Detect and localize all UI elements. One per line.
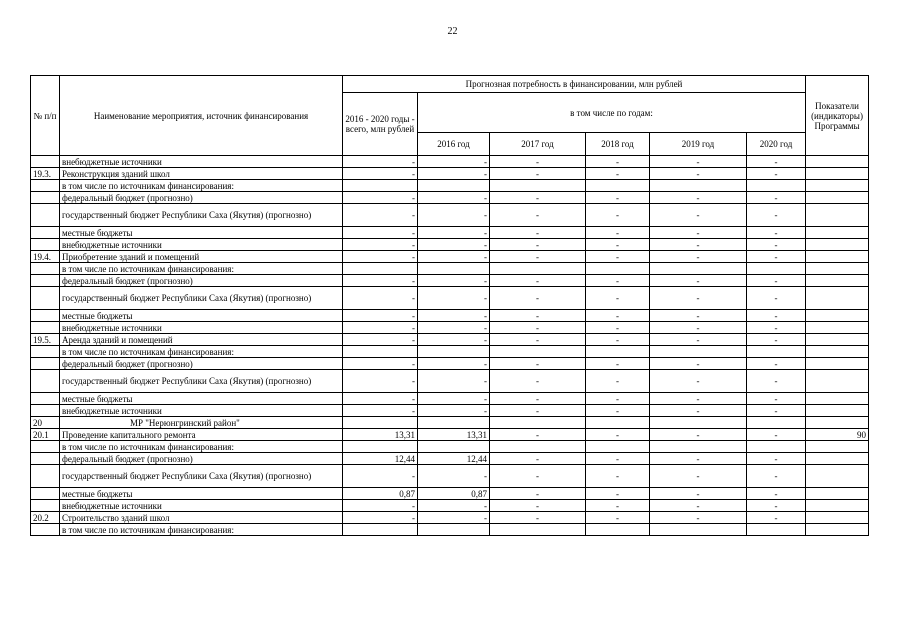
year-value: - — [418, 251, 490, 263]
year-value: 12,44 — [418, 453, 490, 465]
row-name: Приобретение зданий и помещений — [60, 251, 343, 263]
indicator-value — [806, 168, 869, 180]
year-value: - — [418, 275, 490, 287]
table-row — [31, 180, 869, 192]
year-value — [586, 263, 650, 275]
year-value: - — [650, 227, 747, 239]
year-value: - — [490, 405, 586, 417]
header-by-years: в том числе по годам: — [418, 93, 806, 133]
row-name: местные бюджеты — [60, 227, 343, 239]
indicator-value — [806, 405, 869, 417]
header-indicators: Показатели (индикаторы) Программы — [806, 76, 869, 156]
total-value: - — [343, 192, 418, 204]
total-value: - — [343, 168, 418, 180]
year-value: - — [747, 239, 806, 251]
row-number — [31, 524, 60, 536]
row-number: 20.2 — [31, 512, 60, 524]
year-value: - — [586, 204, 650, 227]
total-value: - — [343, 358, 418, 370]
row-name: в том числе по источникам финансирования: — [60, 524, 343, 536]
total-value: 0,87 — [343, 488, 418, 500]
total-value: - — [343, 287, 418, 310]
year-value — [747, 441, 806, 453]
year-value: - — [418, 405, 490, 417]
row-number — [31, 310, 60, 322]
year-value: - — [650, 168, 747, 180]
year-value: - — [586, 429, 650, 441]
year-value — [650, 180, 747, 192]
year-value: - — [586, 465, 650, 488]
total-value — [343, 417, 418, 429]
year-value — [747, 524, 806, 536]
year-value: - — [490, 227, 586, 239]
row-name: Аренда зданий и помещений — [60, 334, 343, 346]
table-row — [31, 417, 869, 429]
indicator-value — [806, 180, 869, 192]
row-number — [31, 500, 60, 512]
year-value: - — [418, 227, 490, 239]
row-name: в том числе по источникам финансирования: — [60, 180, 343, 192]
year-value — [586, 346, 650, 358]
year-value: - — [747, 204, 806, 227]
table-row — [31, 251, 869, 263]
table-row — [31, 488, 869, 500]
header-year: 2016 год — [418, 133, 490, 156]
year-value: - — [747, 322, 806, 334]
table-row — [31, 512, 869, 524]
total-value — [343, 346, 418, 358]
year-value — [490, 524, 586, 536]
total-value: - — [343, 405, 418, 417]
year-value: - — [747, 156, 806, 168]
row-number — [31, 239, 60, 251]
row-number: 20.1 — [31, 429, 60, 441]
row-name: государственный бюджет Республики Саха (Якутия) (прогнозно) — [60, 287, 343, 310]
row-number — [31, 227, 60, 239]
table-row — [31, 346, 869, 358]
year-value: - — [490, 370, 586, 393]
row-name: в том числе по источникам финансирования: — [60, 346, 343, 358]
total-value — [343, 263, 418, 275]
row-name: федеральный бюджет (прогнозно) — [60, 358, 343, 370]
indicator-value — [806, 441, 869, 453]
table-row — [31, 287, 869, 310]
table-row — [31, 358, 869, 370]
indicator-value — [806, 358, 869, 370]
year-value: - — [586, 405, 650, 417]
year-value: - — [650, 465, 747, 488]
indicator-value — [806, 204, 869, 227]
table-row — [31, 370, 869, 393]
row-number — [31, 405, 60, 417]
year-value — [418, 441, 490, 453]
year-value: - — [586, 512, 650, 524]
row-number — [31, 156, 60, 168]
year-value: - — [650, 429, 747, 441]
row-name: внебюджетные источники — [60, 500, 343, 512]
row-name: внебюджетные источники — [60, 405, 343, 417]
year-value: - — [490, 358, 586, 370]
year-value: - — [586, 322, 650, 334]
row-name: местные бюджеты — [60, 393, 343, 405]
table-row — [31, 500, 869, 512]
row-number — [31, 180, 60, 192]
table-row — [31, 168, 869, 180]
header-total-period: 2016 - 2020 годы - всего, млн рублей — [343, 93, 418, 156]
year-value: - — [418, 287, 490, 310]
table-body — [31, 156, 869, 536]
year-value: - — [586, 275, 650, 287]
year-value: - — [490, 168, 586, 180]
year-value: - — [650, 275, 747, 287]
row-name: Проведение капитального ремонта — [60, 429, 343, 441]
year-value: - — [650, 156, 747, 168]
year-value: - — [650, 453, 747, 465]
year-value: - — [650, 488, 747, 500]
year-value: - — [490, 275, 586, 287]
year-value: - — [490, 322, 586, 334]
table-row — [31, 393, 869, 405]
row-number — [31, 275, 60, 287]
year-value: - — [418, 192, 490, 204]
table-row — [31, 227, 869, 239]
table-row — [31, 524, 869, 536]
indicator-value — [806, 465, 869, 488]
year-value: - — [650, 192, 747, 204]
indicator-value — [806, 239, 869, 251]
indicator-value — [806, 346, 869, 358]
year-value: - — [747, 192, 806, 204]
total-value: 12,44 — [343, 453, 418, 465]
total-value: - — [343, 334, 418, 346]
year-value — [418, 524, 490, 536]
indicator-value — [806, 334, 869, 346]
row-number — [31, 322, 60, 334]
year-value — [586, 180, 650, 192]
year-value: - — [490, 192, 586, 204]
year-value — [586, 441, 650, 453]
row-number — [31, 204, 60, 227]
year-value: - — [490, 204, 586, 227]
year-value: - — [490, 156, 586, 168]
year-value: - — [490, 334, 586, 346]
year-value: - — [747, 465, 806, 488]
row-name: внебюджетные источники — [60, 156, 343, 168]
year-value: - — [586, 239, 650, 251]
row-name: федеральный бюджет (прогнозно) — [60, 275, 343, 287]
indicator-value — [806, 524, 869, 536]
table-row — [31, 429, 869, 441]
year-value: - — [650, 500, 747, 512]
year-value: 13,31 — [418, 429, 490, 441]
year-value: - — [650, 405, 747, 417]
year-value: - — [418, 322, 490, 334]
year-value: - — [650, 310, 747, 322]
indicator-value — [806, 192, 869, 204]
year-value: - — [747, 488, 806, 500]
year-value: - — [490, 251, 586, 263]
header-year: 2020 год — [747, 133, 806, 156]
year-value: - — [747, 429, 806, 441]
year-value: - — [650, 239, 747, 251]
year-value: - — [490, 512, 586, 524]
year-value: - — [747, 453, 806, 465]
year-value — [418, 180, 490, 192]
row-name: местные бюджеты — [60, 310, 343, 322]
year-value: - — [490, 488, 586, 500]
year-value: - — [586, 251, 650, 263]
total-value: - — [343, 239, 418, 251]
year-value: - — [747, 500, 806, 512]
row-name: внебюджетные источники — [60, 239, 343, 251]
year-value: - — [650, 334, 747, 346]
year-value: - — [586, 192, 650, 204]
row-name: федеральный бюджет (прогнозно) — [60, 453, 343, 465]
year-value: - — [650, 393, 747, 405]
indicator-value — [806, 453, 869, 465]
row-name: внебюджетные источники — [60, 322, 343, 334]
indicator-value — [806, 263, 869, 275]
year-value: - — [747, 358, 806, 370]
year-value: - — [586, 287, 650, 310]
total-value: - — [343, 227, 418, 239]
table-row — [31, 322, 869, 334]
year-value — [490, 441, 586, 453]
year-value: - — [747, 393, 806, 405]
year-value: - — [418, 370, 490, 393]
row-number: 19.5. — [31, 334, 60, 346]
year-value: - — [586, 358, 650, 370]
indicator-value — [806, 227, 869, 239]
table-row — [31, 465, 869, 488]
header-financing-group: Прогнозная потребность в финансировании, млн рублей — [343, 76, 806, 93]
year-value — [490, 180, 586, 192]
financing-table — [30, 75, 869, 536]
year-value: - — [747, 168, 806, 180]
year-value: - — [650, 370, 747, 393]
year-value — [650, 263, 747, 275]
year-value: - — [747, 370, 806, 393]
row-number: 19.3. — [31, 168, 60, 180]
year-value: - — [747, 275, 806, 287]
row-name: Реконструкция зданий школ — [60, 168, 343, 180]
row-number — [31, 465, 60, 488]
year-value: - — [747, 405, 806, 417]
row-number — [31, 192, 60, 204]
row-number — [31, 287, 60, 310]
row-name: государственный бюджет Республики Саха (Якутия) (прогнозно) — [60, 465, 343, 488]
year-value — [747, 417, 806, 429]
table-row — [31, 239, 869, 251]
year-value: - — [586, 227, 650, 239]
year-value: - — [586, 500, 650, 512]
total-value: - — [343, 465, 418, 488]
year-value — [490, 263, 586, 275]
year-value: 0,87 — [418, 488, 490, 500]
row-number — [31, 488, 60, 500]
total-value — [343, 441, 418, 453]
year-value: - — [747, 227, 806, 239]
table-row — [31, 204, 869, 227]
row-number — [31, 358, 60, 370]
year-value: - — [490, 287, 586, 310]
row-number — [31, 263, 60, 275]
year-value — [418, 417, 490, 429]
total-value: - — [343, 370, 418, 393]
row-number — [31, 393, 60, 405]
year-value: - — [586, 393, 650, 405]
year-value — [747, 263, 806, 275]
year-value: - — [586, 370, 650, 393]
year-value: - — [650, 358, 747, 370]
year-value: - — [490, 393, 586, 405]
row-number: 20 — [31, 417, 60, 429]
table-row — [31, 192, 869, 204]
year-value — [650, 441, 747, 453]
year-value: - — [418, 204, 490, 227]
total-value — [343, 180, 418, 192]
row-number — [31, 441, 60, 453]
year-value: - — [418, 512, 490, 524]
row-name: в том числе по источникам финансирования: — [60, 441, 343, 453]
year-value: - — [586, 168, 650, 180]
indicator-value — [806, 500, 869, 512]
year-value: - — [418, 500, 490, 512]
year-value — [650, 417, 747, 429]
year-value: - — [490, 453, 586, 465]
total-value: - — [343, 204, 418, 227]
year-value: - — [747, 251, 806, 263]
indicator-value — [806, 251, 869, 263]
year-value: - — [586, 453, 650, 465]
table-row — [31, 405, 869, 417]
year-value: - — [490, 465, 586, 488]
indicator-value — [806, 275, 869, 287]
indicator-value — [806, 512, 869, 524]
total-value: - — [343, 310, 418, 322]
table-row — [31, 263, 869, 275]
year-value: - — [418, 334, 490, 346]
page-number: 22 — [447, 26, 458, 37]
indicator-value — [806, 370, 869, 393]
year-value: - — [418, 239, 490, 251]
indicator-value: 90 — [806, 429, 869, 441]
total-value: - — [343, 393, 418, 405]
year-value — [586, 524, 650, 536]
indicator-value — [806, 393, 869, 405]
header-year: 2017 год — [490, 133, 586, 156]
year-value: - — [418, 310, 490, 322]
year-value: - — [747, 512, 806, 524]
year-value: - — [650, 287, 747, 310]
table-row — [31, 156, 869, 168]
indicator-value — [806, 488, 869, 500]
year-value — [747, 180, 806, 192]
indicator-value — [806, 417, 869, 429]
row-name: федеральный бюджет (прогнозно) — [60, 192, 343, 204]
year-value — [418, 263, 490, 275]
year-value: - — [650, 322, 747, 334]
year-value: - — [490, 239, 586, 251]
total-value: - — [343, 512, 418, 524]
total-value: - — [343, 156, 418, 168]
year-value: - — [418, 393, 490, 405]
year-value: - — [418, 168, 490, 180]
total-value: - — [343, 500, 418, 512]
year-value: - — [418, 156, 490, 168]
year-value: - — [586, 334, 650, 346]
indicator-value — [806, 310, 869, 322]
year-value: - — [747, 310, 806, 322]
table-row — [31, 275, 869, 287]
year-value: - — [650, 204, 747, 227]
year-value — [490, 346, 586, 358]
total-value: - — [343, 275, 418, 287]
year-value — [490, 417, 586, 429]
year-value — [747, 346, 806, 358]
header-name: Наименование мероприятия, источник финансирования — [60, 76, 343, 156]
row-name: местные бюджеты — [60, 488, 343, 500]
year-value: - — [650, 251, 747, 263]
year-value: - — [490, 310, 586, 322]
year-value — [650, 346, 747, 358]
indicator-value — [806, 156, 869, 168]
row-number — [31, 453, 60, 465]
year-value: - — [586, 488, 650, 500]
year-value — [650, 524, 747, 536]
year-value: - — [586, 156, 650, 168]
indicator-value — [806, 322, 869, 334]
total-value: - — [343, 322, 418, 334]
row-number — [31, 370, 60, 393]
header-year: 2019 год — [650, 133, 747, 156]
table-row — [31, 310, 869, 322]
year-value: - — [586, 310, 650, 322]
row-number: 19.4. — [31, 251, 60, 263]
table-row — [31, 453, 869, 465]
year-value — [586, 417, 650, 429]
header-num: № п/п — [31, 76, 60, 156]
header-year: 2018 год — [586, 133, 650, 156]
row-name: в том числе по источникам финансирования: — [60, 263, 343, 275]
indicator-value — [806, 287, 869, 310]
year-value: - — [418, 465, 490, 488]
table-row — [31, 441, 869, 453]
year-value: - — [650, 512, 747, 524]
year-value: - — [747, 287, 806, 310]
row-number — [31, 346, 60, 358]
total-value: - — [343, 251, 418, 263]
year-value: - — [490, 429, 586, 441]
year-value: - — [747, 334, 806, 346]
row-name: государственный бюджет Республики Саха (Якутия) (прогнозно) — [60, 204, 343, 227]
row-name: государственный бюджет Республики Саха (Якутия) (прогнозно) — [60, 370, 343, 393]
row-name: Строительство зданий школ — [60, 512, 343, 524]
year-value: - — [418, 358, 490, 370]
total-value: 13,31 — [343, 429, 418, 441]
year-value — [418, 346, 490, 358]
year-value: - — [490, 500, 586, 512]
section-title: МР "Нерюнгринский район" — [60, 417, 343, 429]
table-row — [31, 334, 869, 346]
total-value — [343, 524, 418, 536]
